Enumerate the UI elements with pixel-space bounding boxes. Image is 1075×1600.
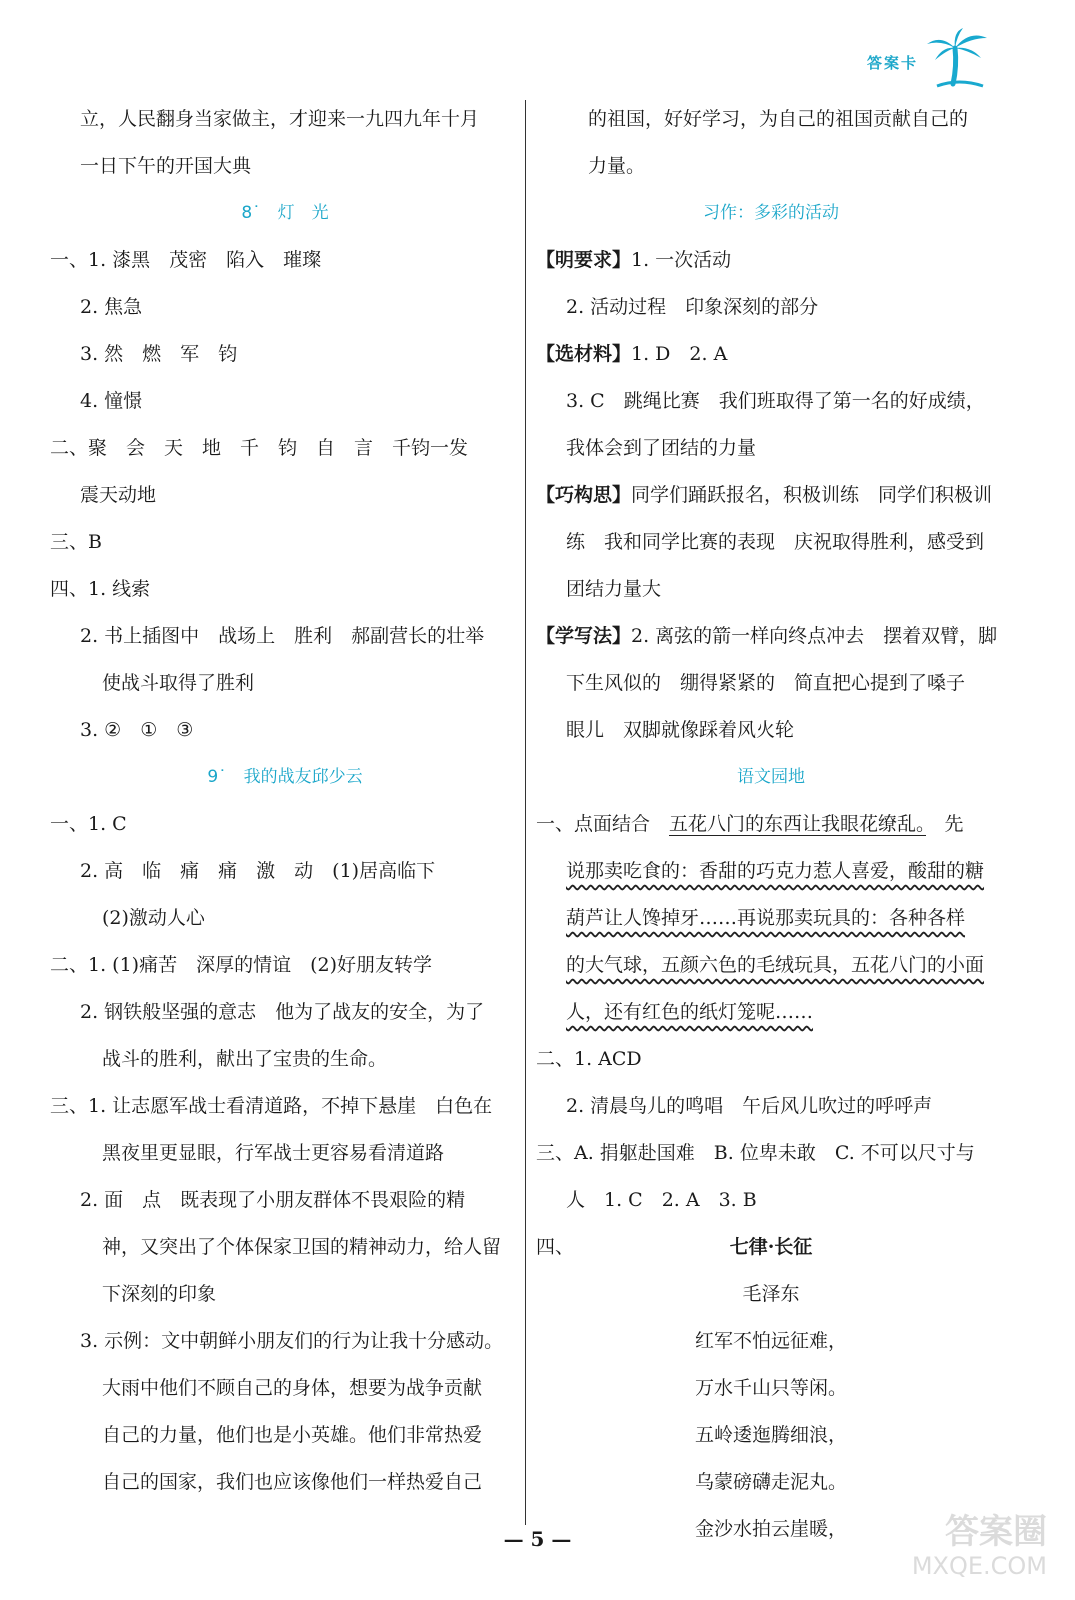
answer-line: 力量。 — [588, 155, 646, 177]
answer-text: 1. D 2. A — [631, 343, 728, 365]
answer-line — [536, 989, 1006, 1036]
watermark-top: 答案圈 — [945, 1512, 1047, 1552]
wavy-underlined-text: 人，还有红色的纸灯笼呢…… — [566, 1001, 814, 1023]
answer-line: 4. 憧憬 — [80, 390, 143, 412]
poem-line: 万水千山只等闲。 — [694, 1377, 847, 1399]
palm-tree-icon — [923, 26, 993, 88]
answer-line: 立，人民翻身当家做主，才迎来一九四九年十月 — [80, 108, 480, 130]
poem-line: 红军不怕远征难， — [694, 1330, 847, 1352]
answer-line: 3. 然 燃 军 钧 — [80, 343, 238, 365]
answer-line: 自己的国家，我们也应该像他们一样热爱自己 — [102, 1471, 483, 1493]
answer-line: 下深刻的印象 — [102, 1283, 217, 1305]
answer-line: 使战斗取得了胜利 — [102, 672, 255, 694]
answer-line — [536, 895, 1006, 942]
section-heading: 8˙ 灯 光 — [241, 203, 329, 223]
answer-line: 二、1. (1)痛苦 深厚的情谊 (2)好朋友转学 — [50, 954, 432, 976]
answer-line: 我体会到了团结的力量 — [566, 437, 757, 459]
section-heading: 9˙ 我的战友邱少云 — [207, 767, 363, 787]
answer-line: 三、1. 让志愿军战士看清道路，不掉下悬崖 白色在 — [50, 1095, 493, 1117]
answer-line — [536, 801, 1006, 848]
answer-line — [536, 613, 1006, 660]
answer-line: 一日下午的开国大典 — [80, 155, 252, 177]
answer-line: 四、1. 线索 — [50, 578, 151, 600]
answer-line: 震天动地 — [80, 484, 157, 506]
underlined-text: 五花八门的东西让我眼花缭乱。 — [669, 813, 926, 835]
answer-text: 1. 一次活动 — [631, 249, 732, 271]
answer-text: 2. 离弦的箭一样向终点冲去 摆着双臂，脚 — [631, 625, 998, 647]
section-tag: 【学写法】 — [536, 625, 632, 647]
right-column — [536, 96, 1006, 1553]
watermark-bottom: MXQE.COM — [911, 1552, 1047, 1580]
answer-text: 先 — [925, 813, 964, 835]
section-tag: 【选材料】 — [536, 343, 632, 365]
answer-line — [536, 942, 1006, 989]
answer-line — [536, 472, 1006, 519]
answer-line: 二、聚 会 天 地 千 钧 自 言 千钧一发 — [50, 437, 469, 459]
answer-text: 四、 — [536, 1236, 575, 1258]
answer-line: 神，又突出了个体保家卫国的精神动力，给人留 — [102, 1236, 502, 1258]
page-number: — 5 — — [503, 1527, 572, 1551]
answer-line: 二、1. ACD — [536, 1048, 642, 1070]
section-tag: 【明要求】 — [536, 249, 632, 271]
answer-line: 大雨中他们不顾自己的身体，想要为战争贡献 — [102, 1377, 483, 1399]
answer-text: 同学们踊跃报名，积极训练 同学们积极训 — [631, 484, 993, 506]
answer-line: 团结力量大 — [566, 578, 662, 600]
poem-title: 七律·长征 — [729, 1236, 813, 1258]
answer-line: 下生风似的 绷得紧紧的 简直把心提到了嗓子 — [566, 672, 966, 694]
answer-line: 2. 高 临 痛 痛 激 动 (1)居高临下 — [80, 860, 436, 882]
answer-line: 2. 面 点 既表现了小朋友群体不畏艰险的精 — [80, 1189, 466, 1211]
answer-line: 三、B — [50, 531, 102, 553]
poem-line: 五岭逶迤腾细浪， — [694, 1424, 847, 1446]
section-heading: 语文园地 — [737, 767, 805, 787]
answer-line: (2)激动人心 — [102, 907, 205, 929]
answer-line: 的祖国，好好学习，为自己的祖国贡献自己的 — [588, 108, 969, 130]
wavy-underlined-text: 葫芦让人馋掉牙……再说那卖玩具的：各种各样 — [566, 907, 966, 929]
answer-line: 2. 钢铁般坚强的意志 他为了战友的安全，为了 — [80, 1001, 485, 1023]
answer-line: 战斗的胜利，献出了宝贵的生命。 — [102, 1048, 388, 1070]
answer-line — [536, 1224, 1006, 1271]
section-heading: 习作：多彩的活动 — [703, 203, 839, 223]
answer-text: 一、点面结合 — [536, 813, 670, 835]
answer-line: 3. C 跳绳比赛 我们班取得了第一名的好成绩， — [566, 390, 985, 412]
answer-line: 眼儿 双脚就像踩着风火轮 — [566, 719, 795, 741]
answer-line: 一、1. 漆黑 茂密 陷入 璀璨 — [50, 249, 322, 271]
left-column — [50, 96, 520, 1506]
poem-line: 毛泽东 — [742, 1283, 800, 1305]
poem-line: 金沙水拍云崖暖， — [694, 1518, 847, 1540]
answer-line — [536, 848, 1006, 895]
answer-line — [536, 331, 1006, 378]
answer-line: 练 我和同学比赛的表现 庆祝取得胜利，感受到 — [566, 531, 985, 553]
answer-line: 三、A. 捐躯赴国难 B. 位卑未敢 C. 不可以尺寸与 — [536, 1142, 975, 1164]
answer-line — [536, 237, 1006, 284]
wavy-underlined-text: 的大气球，五颜六色的毛绒玩具，五花八门的小面 — [566, 954, 985, 976]
answer-line: 黑夜里更显眼，行军战士更容易看清道路 — [102, 1142, 445, 1164]
answer-line: 3. ② ① ③ — [80, 719, 194, 741]
answer-line: 2. 书上插图中 战场上 胜利 郝副营长的壮举 — [80, 625, 485, 647]
answer-line: 自己的力量，他们也是小英雄。他们非常热爱 — [102, 1424, 483, 1446]
header-label: 答案卡 — [866, 54, 918, 72]
wavy-underlined-text: 说那卖吃食的：香甜的巧克力惹人喜爱，酸甜的糖 — [566, 860, 985, 882]
answer-line: 2. 清晨鸟儿的鸣唱 午后风儿吹过的呼呼声 — [566, 1095, 933, 1117]
answer-line: 2. 活动过程 印象深刻的部分 — [566, 296, 819, 318]
section-tag: 【巧构思】 — [536, 484, 632, 506]
watermark-logo — [872, 1512, 1047, 1582]
answer-line: 人 1. C 2. A 3. B — [566, 1189, 757, 1211]
poem-line: 乌蒙磅礴走泥丸。 — [694, 1471, 847, 1493]
column-divider — [525, 100, 526, 1525]
answer-line: 2. 焦急 — [80, 296, 143, 318]
answer-line: 一、1. C — [50, 813, 127, 835]
answer-line: 3. 示例：文中朝鲜小朋友们的行为让我十分感动。 — [80, 1330, 504, 1352]
